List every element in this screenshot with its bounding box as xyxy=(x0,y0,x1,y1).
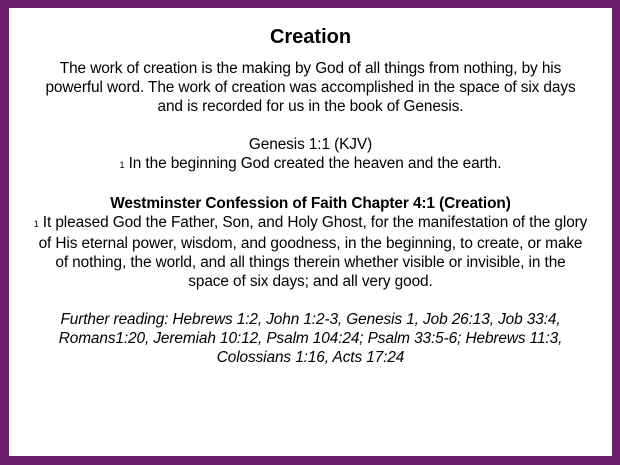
intro-line: and is recorded for us in the book of Genesis. xyxy=(157,98,464,115)
confession-text: It pleased God the Father, Son, and Holy Ghost, for the manifestation of the glory xyxy=(42,214,588,231)
further-reading-line: Colossians 1:16, Acts 17:24 xyxy=(216,349,405,366)
further-reading-line: Further reading: Hebrews 1:2, John 1:2-3, Genesis 1, Job 26:13, Job 33:4, xyxy=(60,311,561,328)
verse-text: In the beginning God created the heaven and the earth. xyxy=(128,155,502,172)
slide-title: Creation xyxy=(269,26,352,48)
scripture-verse xyxy=(9,154,612,175)
verse-number: 1 xyxy=(119,160,125,170)
intro-line: The work of creation is the making by God of all things from nothing, by his xyxy=(59,60,562,77)
confession-line: of His eternal power, wisdom, and goodness, in the beginning, to create, or make xyxy=(38,235,583,252)
slide-body xyxy=(9,59,612,367)
slide xyxy=(9,8,612,456)
confession-line: space of six days; and all very good. xyxy=(188,273,433,290)
further-reading-line: Romans1:20, Jeremiah 10:12, Psalm 104:24; Psalm 33:5-6; Hebrews 11:3, xyxy=(58,330,563,347)
confession-line xyxy=(9,213,612,234)
scripture-reference: Genesis 1:1 (KJV) xyxy=(248,136,373,153)
intro-line: powerful word. The work of creation was accomplished in the space of six days xyxy=(45,79,576,96)
confession-number: 1 xyxy=(33,219,39,229)
confession-heading: Westminster Confession of Faith Chapter 4:1 (Creation) xyxy=(110,195,511,212)
confession-line: of nothing, the world, and all things therein whether visible or invisible, in the xyxy=(55,254,566,271)
